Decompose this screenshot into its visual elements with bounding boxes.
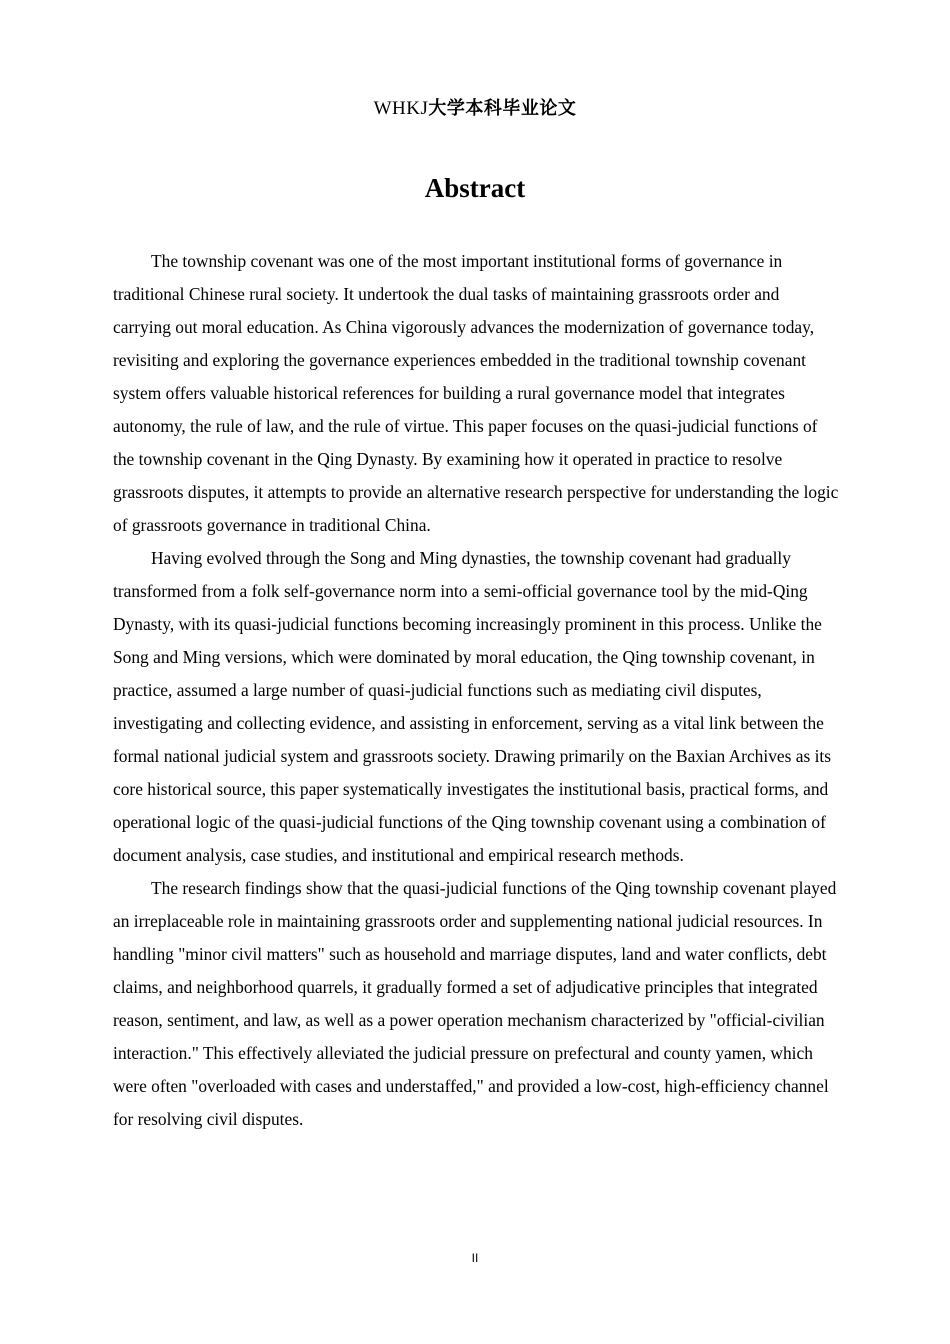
- header-prefix: WHKJ: [373, 98, 429, 119]
- paragraph-3: The research findings show that the quasi-judicial functions of the Qing township covenant played an irreplaceable role in maintaining grassroots order and supplementing national judicial resources. In handling "minor civil matters" such as household and marriage disputes, land and water conflicts, debt claims, and neighborhood quarrels, it gradually formed a set of adjudicative principles that integrated reason, sentiment, and law, as well as a power operation mechanism characterized by "official-civilian interaction." This effectively alleviated the judicial pressure on prefectural and county yamen, which were often "overloaded with cases and understaffed," and provided a low-cost, high-efficiency channel for resolving civil disputes.: [113, 878, 837, 1129]
- running-header: [0, 96, 950, 122]
- paragraph-1: The township covenant was one of the most important institutional forms of governance in traditional Chinese rural society. It undertook the dual tasks of maintaining grassroots order and carrying out moral education. As China vigorously advances the modernization of governance today, revisiting and exploring the governance experiences embedded in the traditional township covenant system offers valuable historical references for building a rural governance model that integrates autonomy, the rule of law, and the rule of virtue. This paper focuses on the quasi-judicial functions of the township covenant in the Qing Dynasty. By examining how it operated in practice to resolve grassroots disputes, it attempts to provide an alternative research perspective for understanding the logic of grassroots governance in traditional China.: [113, 251, 839, 535]
- abstract-title: Abstract: [424, 173, 526, 203]
- page-number: II: [471, 1251, 479, 1265]
- paragraph-2: Having evolved through the Song and Ming dynasties, the township covenant had gradually transformed from a folk self-governance norm into a semi-official governance tool by the mid-Qing Dynasty, with its quasi-judicial functions becoming increasingly prominent in this process. Unlike the Song and Ming versions, which were dominated by moral education, the Qing township covenant, in practice, assumed a large number of quasi-judicial functions such as mediating civil disputes, investigating and collecting evidence, and assisting in enforcement, serving as a vital link between the formal national judicial system and grassroots society. Drawing primarily on the Baxian Archives as its core historical source, this paper systematically investigates the institutional basis, practical forms, and operational logic of the quasi-judicial functions of the Qing township covenant using a combination of document analysis, case studies, and institutional and empirical research methods.: [113, 548, 832, 865]
- header-title: 大学本科毕业论文: [428, 98, 577, 119]
- abstract-body: [113, 245, 839, 1136]
